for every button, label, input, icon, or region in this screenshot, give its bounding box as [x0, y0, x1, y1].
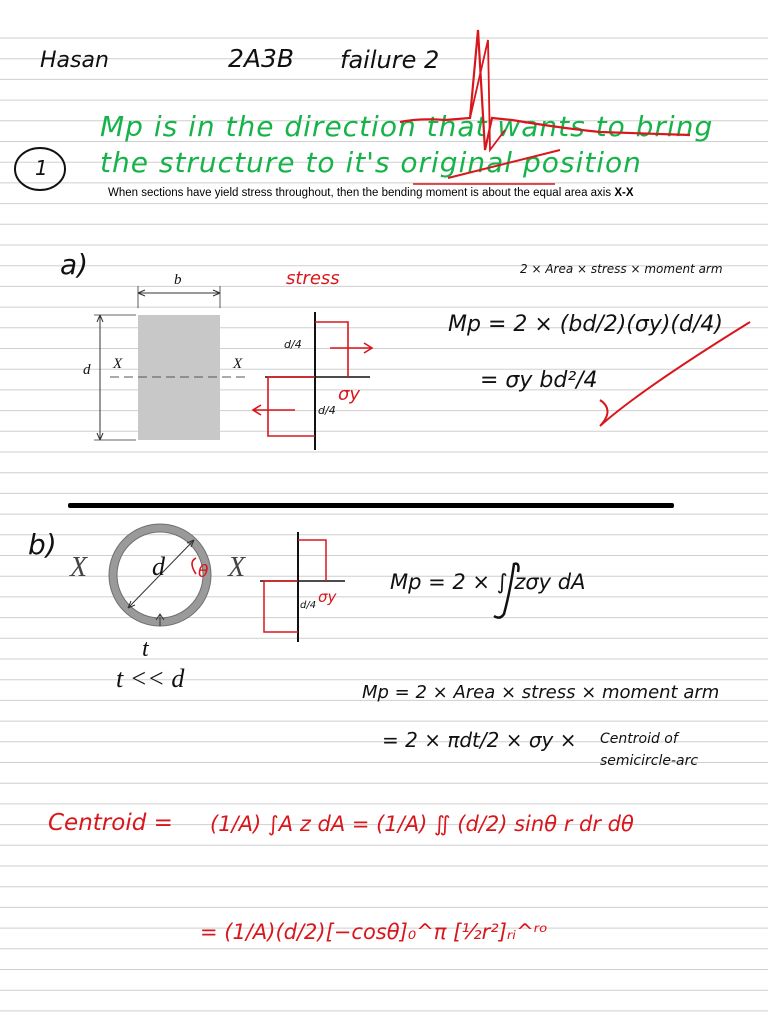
axis-x-left: X: [113, 356, 123, 372]
part-b-diagram: [0, 522, 768, 662]
axis-x-right: X: [233, 356, 243, 372]
statement-body: When sections have yield stress throughout, then the bending moment is about the equal area axis: [108, 187, 615, 199]
equation-b1: Mp = 2 × ∫ zσy dA: [390, 570, 586, 594]
centroid-equation: (1/A) ∫A z dA = (1/A) ∬ (d/2) sinθ r dr dθ: [210, 812, 634, 836]
red-scribble: [0, 0, 768, 200]
note-line-2: the structure to it's original position: [100, 146, 642, 179]
equation-b2: Mp = 2 × Area × stress × moment arm: [362, 682, 720, 703]
sigma-y-a: σy: [338, 384, 361, 405]
dim-b-label: b: [174, 272, 182, 288]
equation-b3: = 2 × πdt/2 × σy ×: [382, 728, 577, 752]
frac-bottom: d/4: [318, 404, 336, 417]
axis-x-right-b: X: [228, 552, 246, 583]
final-equation: = (1/A)(d/2)[−cosθ]₀^π [½r²]ᵣᵢ^ʳᵒ: [200, 920, 548, 944]
topic-title: failure 2: [340, 46, 440, 74]
equation-a2: = σy bd²/4: [480, 368, 598, 393]
dim-d-label: d: [83, 362, 91, 378]
check-mark: [600, 322, 750, 426]
question-number: 1: [35, 156, 48, 180]
sigma-y-b: σy: [318, 588, 337, 606]
author-name: Hasan: [40, 48, 109, 73]
part-a-diagram: [0, 260, 768, 490]
stress-title: stress: [286, 268, 340, 289]
statement-text: [108, 187, 633, 199]
note-line-1: Mp is in the direction that wants to bring: [100, 110, 714, 143]
course-code: 2A3B: [228, 44, 295, 73]
section-divider: [68, 503, 674, 508]
part-a-label: a): [60, 248, 89, 281]
thin-wall-condition: t << d: [116, 664, 185, 693]
annotation-a: 2 × Area × stress × moment arm: [520, 262, 723, 276]
centroid-label: Centroid =: [48, 810, 173, 836]
centroid-term: Centroid of semicircle-arc: [600, 731, 699, 769]
theta-label: θ: [198, 562, 209, 582]
axis-x-left-b: X: [70, 552, 88, 583]
part-b-label: b): [28, 528, 57, 561]
rectangular-section: [138, 315, 220, 440]
frac-top: d/4: [284, 338, 302, 351]
frac-b: d/4: [300, 600, 317, 611]
dim-t-label: t: [142, 636, 149, 662]
equation-a1: Mp = 2 × (bd/2)(σy)(d/4): [448, 312, 723, 337]
statement-axis: X-X: [614, 187, 634, 199]
dim-d-label-b: d: [152, 552, 165, 581]
